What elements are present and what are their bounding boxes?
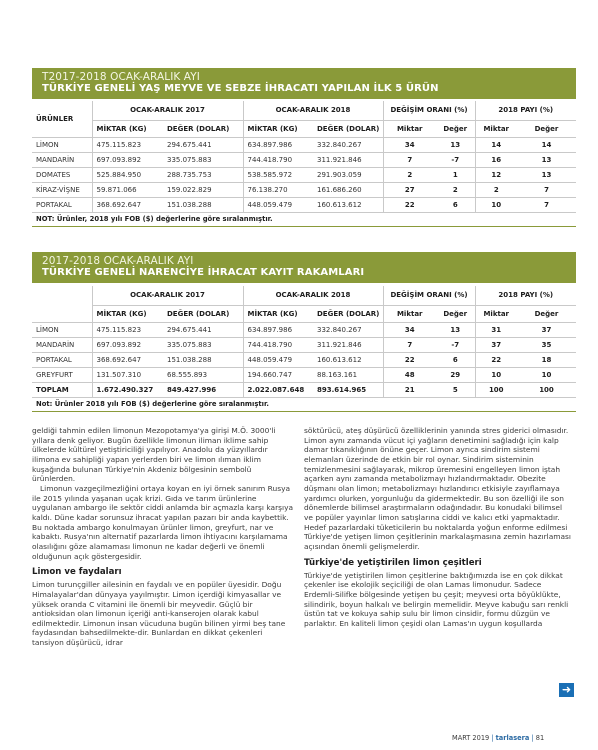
- header-value-usd-2018: DEĞER (DOLAR): [313, 120, 383, 137]
- value-2018: 160.613.612: [313, 352, 383, 367]
- section1-title-line1: T2017-2018 OCAK-ARALIK AYI: [42, 71, 200, 83]
- header-qty-kg-2018: MİKTAR (KG): [243, 120, 313, 137]
- table-top5-export: [32, 101, 576, 227]
- change-value: 6: [436, 352, 475, 367]
- table-row: [32, 322, 576, 337]
- header-products: ÜRÜNLER: [32, 101, 92, 137]
- value-2018: 893.614.965: [313, 382, 383, 397]
- header-share-2018: 2018 PAYI (%): [475, 286, 576, 305]
- header-share-qty: Miktar: [475, 120, 517, 137]
- qty-2017: 475.115.823: [92, 322, 163, 337]
- share-value: 100: [517, 382, 576, 397]
- share-qty: 2: [475, 182, 517, 197]
- section-heading: Limon ve faydaları: [32, 567, 122, 578]
- share-qty: 14: [475, 137, 517, 152]
- header-change-qty: Miktar: [383, 120, 436, 137]
- qty-2017: 475.115.823: [92, 137, 163, 152]
- qty-2018: 744.418.790: [243, 152, 313, 167]
- share-qty: 37: [475, 337, 517, 352]
- header-qty-kg-2017: MİKTAR (KG): [92, 120, 163, 137]
- change-qty: 22: [383, 352, 436, 367]
- header-change-value: Değer: [436, 120, 475, 137]
- change-qty: 7: [383, 152, 436, 167]
- value-2017: 159.022.829: [163, 182, 243, 197]
- product-name: LİMON: [32, 322, 92, 337]
- footer-page-number: 81: [535, 734, 545, 742]
- value-2017: 849.427.996: [163, 382, 243, 397]
- article-left-column: [32, 426, 294, 648]
- qty-2017: 697.093.892: [92, 152, 163, 167]
- footer-brand: tarlasera: [495, 734, 530, 742]
- value-2017: 151.038.288: [163, 197, 243, 212]
- table-row: [32, 197, 576, 212]
- value-2018: 311.921.846: [313, 152, 383, 167]
- qty-2018: 194.660.747: [243, 367, 313, 382]
- value-2017: 335.075.883: [163, 337, 243, 352]
- header-qty-kg-2018: MİKTAR (KG): [243, 305, 313, 322]
- share-value: 7: [517, 182, 576, 197]
- change-qty: 34: [383, 137, 436, 152]
- header-share-value: Değer: [517, 305, 576, 322]
- qty-2017: 131.507.310: [92, 367, 163, 382]
- value-2018: 291.903.059: [313, 167, 383, 182]
- header-value-usd-2017: DEĞER (DOLAR): [163, 120, 243, 137]
- change-value: 29: [436, 367, 475, 382]
- share-value: 37: [517, 322, 576, 337]
- qty-2018: 76.138.270: [243, 182, 313, 197]
- qty-2018: 634.897.986: [243, 137, 313, 152]
- value-2018: 160.613.612: [313, 197, 383, 212]
- qty-2017: 525.884.950: [92, 167, 163, 182]
- change-value: 1: [436, 167, 475, 182]
- product-name: PORTAKAL: [32, 352, 92, 367]
- qty-2018: 448.059.479: [243, 197, 313, 212]
- article-paragraph: Türkiye'de yetiştirilen limon çeşitlerine baktığımızda ise en çok dikkat çekenler ise ekolojik seçiciliği de olan Lamas limonudur. Sadece Erdemli-Silifke bölgesinde yetişen bu çeşit; meyvesi orta böyüklükte, silindirik, boyun halkalı ve belirgin memelidir. Meyve kabuğu sarı renkli üstün tat ve kokuya sahip sulu bir limon cinsidir, formu düzgün ve parlaktır. En kaliteli limon çeşidi olan Lamas'ın uygun koşullarda: [304, 570, 569, 628]
- qty-2017: 1.672.490.327: [92, 382, 163, 397]
- share-value: 14: [517, 137, 576, 152]
- change-qty: 22: [383, 197, 436, 212]
- qty-2018: 448.059.479: [243, 352, 313, 367]
- section-heading: Türkiye'de yetiştirilen limon çeşitleri: [304, 557, 482, 568]
- change-value: 13: [436, 137, 475, 152]
- change-qty: 2: [383, 167, 436, 182]
- product-name: PORTAKAL: [32, 197, 92, 212]
- table-row: [32, 152, 576, 167]
- article-right-column: [304, 426, 572, 628]
- header-change-rate: DEĞİŞİM ORANI (%): [383, 286, 475, 305]
- header-share-value: Değer: [517, 120, 576, 137]
- article-paragraph: Limonun vazgeçilmezliğini ortaya koyan en iyi örnek sanırım Rusya ile 2015 yılında yaşanan uçak krizi. Gıda ve tarım ürünlerine uygulanan ambargo ile sektör ciddi anlamda bir açmazla karşı karşıya kaldı. Düne kadar sorunsuz ihracat yapılan pazarı bir anda kaybettik. Bu noktada ambargo konulmayan ürünler limon, greyfurt, nar ve kabaktı. Rusya'nın alternatif pazarlarda limon ihtiyacını karşılamama olasılığını göze alamaması limonun ne kadar değerli ve önemli olduğunun açık göstergesidir.: [32, 483, 294, 561]
- footer-month: MART 2019: [452, 734, 490, 742]
- share-qty: 22: [475, 352, 517, 367]
- article-paragraph: söktürücü, ateş düşürücü özelliklerinin yanında stres giderici olmasıdır. Limon aynı zamanda vücut içi yağların denetimini sağladığı için kalp damar tıkanıklığının önüne geçer. Limon ayrıca sindirim sistemi elemanları üzerinde de etkin bir rol oynar. Sindirim sisteminin temizlenmesini sağlayarak, mikrop üremesini engelleyen limon iştah açarken aynı zamanda metabolizmayı hızlandırmaktadır. Obezite düşmanı olan limon; metabolizmayı hızlandırıcı etkisiyle zayıflamaya yardımcı olurken, yorgunluğu da gidermektedir. Bu son özelliği ile son dönemlerde bilimsel araştırmaların odağındadır. Bu konudaki bilimsel ve popüler yayınlar limon satışlarına ciddi ve kalıcı etki yapmaktadır. Hedef pazarlardaki tüketicilerin bu noktalarda yoğun enforme edilmesi Türkiye'de yetişen limon çeşitlerinin markalaşmasına zemin hazırlaması açısından önemli gelişmelerdir.: [304, 426, 571, 551]
- change-value: 5: [436, 382, 475, 397]
- table-row: [32, 137, 576, 152]
- share-qty: 16: [475, 152, 517, 167]
- qty-2018: 634.897.986: [243, 322, 313, 337]
- header-period-2018: OCAK-ARALIK 2018: [243, 101, 383, 120]
- value-2018: 161.686.260: [313, 182, 383, 197]
- qty-2017: 368.692.647: [92, 197, 163, 212]
- value-2018: 332.840.267: [313, 137, 383, 152]
- qty-2018: 538.585.972: [243, 167, 313, 182]
- article-paragraph: Limon turunçgiller ailesinin en faydalı ve en popüler üyesidir. Doğu Himalayalar'dan dünyaya yayılmıştır. Limon içerdiği kimyasallar ve yüksek oranda C vitamini ile önemli bir meyvedir. Güçlü bir antioksidan olan limonun içeriği anti-kanserojen olarak kabul edilmektedir. Limonun insan vücuduna bugün bilinen yirmi beş tane faydasından bahsedilmekte-dir. Bunlardan en dikkat çekenleri tansiyon düşürücü, idrar: [32, 580, 286, 648]
- share-value: 18: [517, 352, 576, 367]
- share-value: 35: [517, 337, 576, 352]
- change-value: 13: [436, 322, 475, 337]
- value-2018: 88.163.161: [313, 367, 383, 382]
- value-2017: 151.038.288: [163, 352, 243, 367]
- section2-title-line2: TÜRKİYE GENELİ NARENCİYE İHRACAT KAYIT RAKAMLARI: [42, 267, 365, 278]
- section2-title-bar: [32, 252, 576, 283]
- article-paragraph: geldiği tahmin edilen limonun Mezopotamya'ya girişi M.Ö. 3000'li yıllara denk geliyor. Bugün özellikle limonun iliman iklime sahip ülkelerde kültürel yetiştiriciliği yapılıyor. Anadolu da yüzyıllardır ilimona ev sahipliği yapan yerlerden biri ve limon ılıman iklim kuşağında bulunan Türkiye'nin Akdeniz bölgesinin sembolü ürünlerden.: [32, 426, 276, 484]
- table-row-total: [32, 382, 576, 397]
- qty-2017: 368.692.647: [92, 352, 163, 367]
- share-qty: 10: [475, 367, 517, 382]
- header-value-usd-2017: DEĞER (DOLAR): [163, 305, 243, 322]
- header-change-rate: DEĞİŞİM ORANI (%): [383, 101, 475, 120]
- header-share-qty: Miktar: [475, 305, 517, 322]
- share-value: 10: [517, 367, 576, 382]
- table-note: NOT: Ürünler, 2018 yılı FOB ($) değerlerine göre sıralanmıştır.: [32, 212, 576, 226]
- change-qty: 21: [383, 382, 436, 397]
- product-name: DOMATES: [32, 167, 92, 182]
- value-2017: 294.675.441: [163, 322, 243, 337]
- table-row: [32, 352, 576, 367]
- product-name: GREYFURT: [32, 367, 92, 382]
- share-qty: 12: [475, 167, 517, 182]
- change-qty: 7: [383, 337, 436, 352]
- share-qty: 100: [475, 382, 517, 397]
- product-name: KİRAZ-VİŞNE: [32, 182, 92, 197]
- change-qty: 48: [383, 367, 436, 382]
- header-products-empty: [32, 286, 92, 322]
- change-value: -7: [436, 152, 475, 167]
- section2-title-line1: 2017-2018 OCAK-ARALIK AYI: [42, 255, 194, 267]
- qty-2017: 59.871.066: [92, 182, 163, 197]
- section1-title-line2: TÜRKİYE GENELİ YAŞ MEYVE VE SEBZE İHRACATI YAPILAN İLK 5 ÜRÜN: [42, 83, 439, 94]
- product-name: LİMON: [32, 137, 92, 152]
- change-value: 2: [436, 182, 475, 197]
- change-qty: 34: [383, 322, 436, 337]
- header-period-2017: OCAK-ARALIK 2017: [92, 286, 243, 305]
- value-2018: 332.840.267: [313, 322, 383, 337]
- section1-title-bar: [32, 68, 576, 99]
- value-2017: 288.735.753: [163, 167, 243, 182]
- arrow-right-icon: ➜: [559, 683, 574, 697]
- table-note: Not: Ürünler 2018 yılı FOB ($) değerlerine göre sıralanmıştır.: [32, 397, 576, 411]
- value-2017: 68.555.893: [163, 367, 243, 382]
- table-row: [32, 337, 576, 352]
- product-name: MANDARİN: [32, 152, 92, 167]
- header-share-2018: 2018 PAYI (%): [475, 101, 576, 120]
- table-row: [32, 167, 576, 182]
- value-2017: 294.675.441: [163, 137, 243, 152]
- page-footer: MART 2019 | tarlasera | 81: [452, 734, 545, 742]
- table-row: [32, 367, 576, 382]
- header-qty-kg-2017: MİKTAR (KG): [92, 305, 163, 322]
- qty-2017: 697.093.892: [92, 337, 163, 352]
- header-period-2017: OCAK-ARALIK 2017: [92, 101, 243, 120]
- value-2018: 311.921.846: [313, 337, 383, 352]
- share-qty: 10: [475, 197, 517, 212]
- header-period-2018: OCAK-ARALIK 2018: [243, 286, 383, 305]
- header-value-usd-2018: DEĞER (DOLAR): [313, 305, 383, 322]
- header-change-value: Değer: [436, 305, 475, 322]
- header-change-qty: Miktar: [383, 305, 436, 322]
- change-value: 6: [436, 197, 475, 212]
- change-qty: 27: [383, 182, 436, 197]
- table-row: [32, 182, 576, 197]
- change-value: -7: [436, 337, 475, 352]
- share-value: 13: [517, 167, 576, 182]
- product-name: MANDARİN: [32, 337, 92, 352]
- qty-2018: 744.418.790: [243, 337, 313, 352]
- value-2017: 335.075.883: [163, 152, 243, 167]
- share-qty: 31: [475, 322, 517, 337]
- share-value: 13: [517, 152, 576, 167]
- table-citrus-export: [32, 286, 576, 412]
- share-value: 7: [517, 197, 576, 212]
- qty-2018: 2.022.087.648: [243, 382, 313, 397]
- product-name: TOPLAM: [32, 382, 92, 397]
